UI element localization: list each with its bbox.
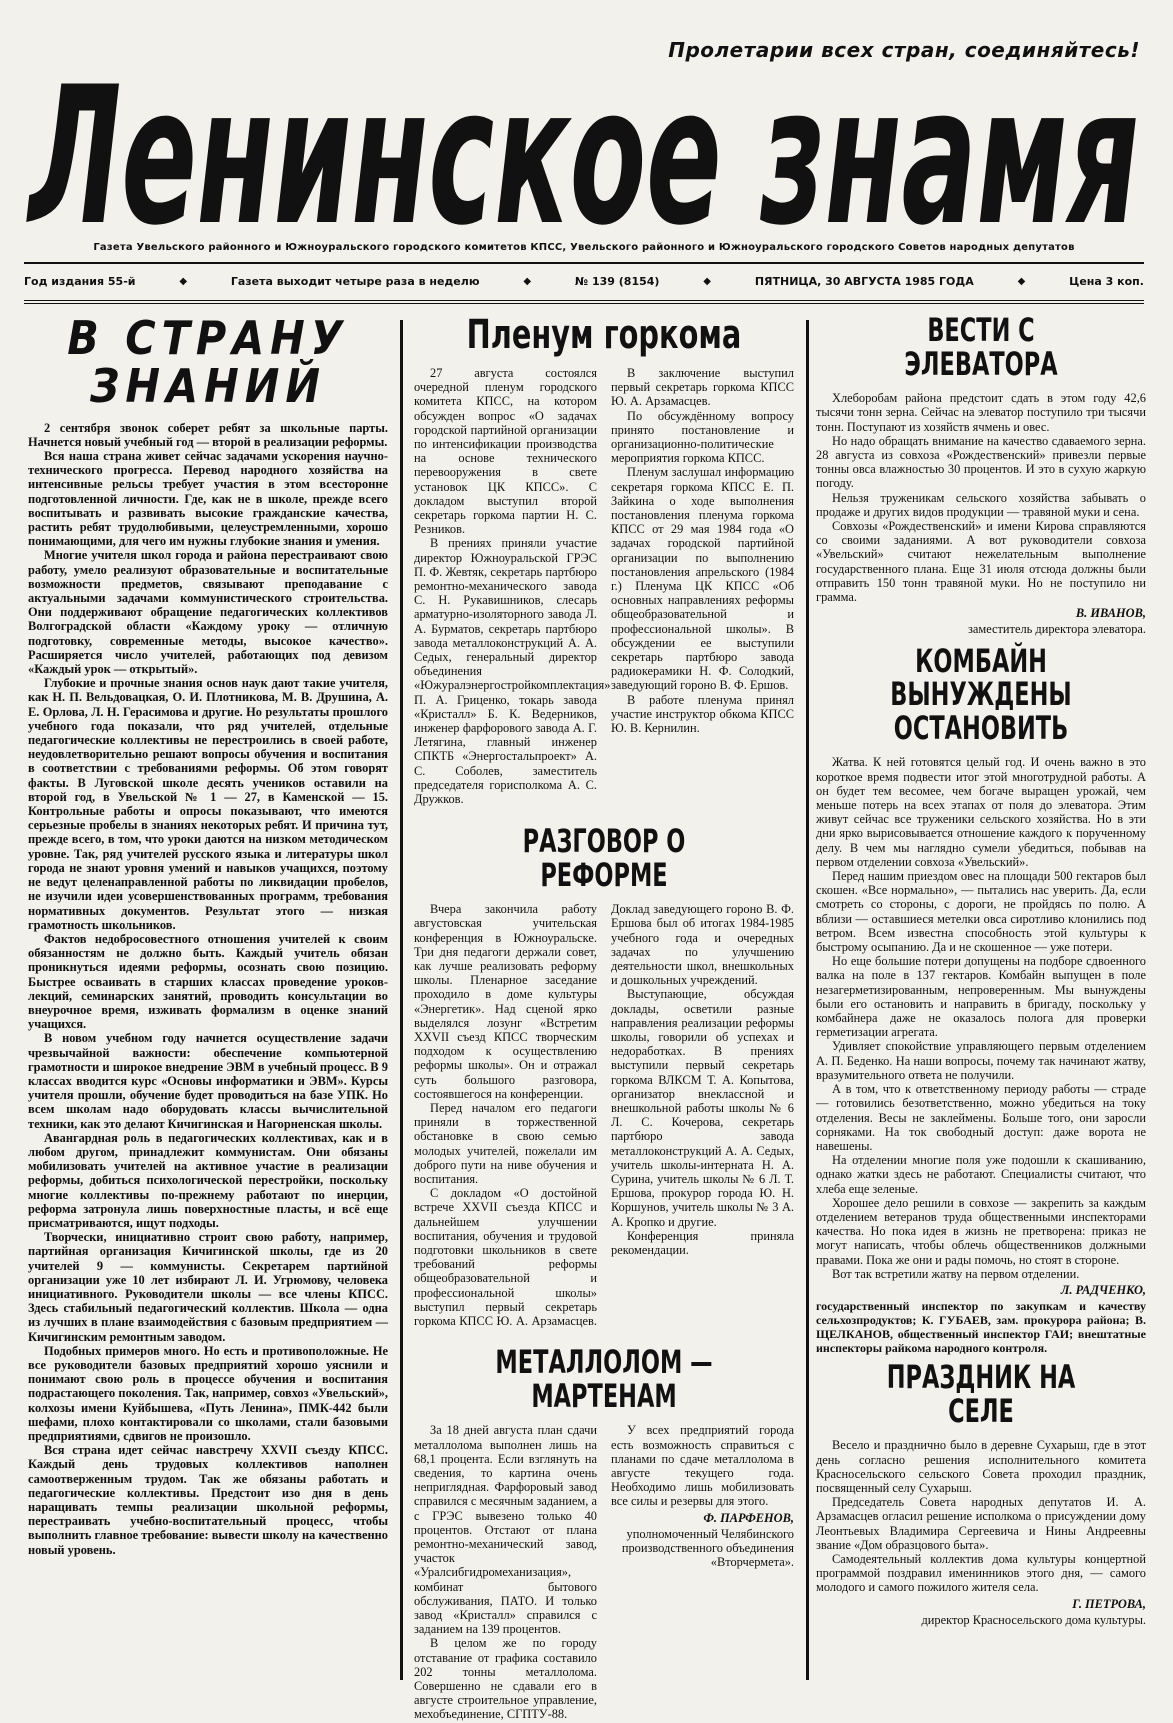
paragraph: Авангардная роль в педагогических коллективах, как и в любом другом, принадлежит коммунистам. Они обязаны мобилизовать учителей на активное участие в реализации реформы, добиться психологической перестройки, поскольку многие коллективы по-прежнему работают по инерции, реформа затронула лишь поверхностные пласты, и всё еще присматриваются, ищут подходы. — [28, 1130, 388, 1230]
paragraph: Председатель Совета народных депутатов И. А. Арзамасцев огласил решение исполкома о присуждении дому Леонтьевых Владимира Сергеевича и Нины Андреевны звание «Дом образцового быта». — [816, 1495, 1146, 1552]
paragraph: Подобных примеров много. Но есть и противоположные. Не все руководители базовых предприятий хорошо уяснили и понимают свою роль в процессе обучения и воспитания подрастающего поколения. Так, например, совхоз «Увельский», колхозы имени Куйбышева, «Путь Ленина», ПМК-442 были шефами, плохо контактировали со школами, стали базовыми предприятиями, сдвигов не произошло. — [28, 1343, 388, 1444]
signature: Ф. ПАРФЕНОВ, — [703, 1510, 794, 1525]
right-column — [816, 310, 1146, 1690]
paragraph: У всех предприятий города есть возможность справиться с планами по сдаче металлолома в августе текущего года. Необходимо лишь мобилизовать все силы и резервы для этого. — [611, 1423, 794, 1509]
paragraph: А в том, что к ответственному периоду работы — страде — готовились безответственно, можно убедиться на току отделения. Весы не заклеймены. Больше того, они заросли сорняками. На ток свободный доступ: даже ворота не навешены. — [816, 1082, 1146, 1153]
paragraph: 27 августа состоялся очередной пленум городского комитета КПСС, на котором обсужден вопрос «О задачах городской партийной организации по интенсификации производства на основе технического перевооружения в свете установок ЦК КПСС». С докладом выступил второй секретарь горкома партии Н. С. Резников. — [414, 366, 597, 537]
divider — [24, 262, 1144, 264]
paragraph: Удивляет спокойствие управляющего первым отделением А. П. Беденко. На наши вопросы, почему так начинают жатву, вразумительного ответа не получили. — [816, 1039, 1146, 1082]
signature-position: заместитель директора элеватора. — [967, 622, 1146, 637]
article-headline: РАЗГОВОР О РЕФОРМЕ — [522, 822, 686, 894]
issue-date: ПЯТНИЦА, 30 АВГУСТА 1985 ГОДА — [754, 274, 974, 288]
info-bar — [24, 272, 1144, 290]
column-divider — [806, 320, 809, 1680]
paragraph: Вчера закончила работу августовская учительская конференция в Южноуральске. Три дня педагоги держали совет, как лучше реализовать реформу школы. Пленарное заседание проходило в доме культуры «Энергетик». Над сценой ярко выделялся лозунг «Встретим XXVII съезд КПСС творческим подходом к осуществлению реформы школы». Он и отражал суть большого разговора, состоявшегося на конференции. — [414, 902, 597, 1101]
slogan: Пролетарии всех стран, соединяйтесь! — [668, 38, 1140, 62]
paragraph: Перед началом его педагоги приняли в торжественной обстановке в свою семью молодых учителей, пожелали им доброго пути на ниве обучения и воспитания. — [414, 1101, 597, 1187]
article-vesti-s-elevatora — [816, 311, 1146, 637]
signature-note: государственный инспектор по закупкам и качеству сельхозпродуктов; К. ГУБАЕВ, зам. прокурора района; В. ЩЕЛКАНОВ, общественный инспектор ГАИ; внештатные инспекторы райкома народного контроля. — [816, 1299, 1146, 1356]
headline-line: ЗНАНИЙ — [90, 359, 326, 414]
article-body — [414, 902, 794, 1342]
signature: Г. ПЕТРОВА, — [1072, 1596, 1146, 1611]
article-headline — [28, 311, 388, 414]
frequency: Газета выходит четыре раза в неделю — [230, 274, 480, 288]
paragraph: Глубокие и прочные знания основ наук дают такие учителя, как Н. П. Вельдовацкая, О. И. Плотникова, М. В. Друшина, А. Е. Орлова, Л. Н. Герасимова и другие. Но результаты прошлого учебного года показали, что ряд учителей, отдельные педагогические коллективы не перестроились в своей работе, неудовлетворительно решают вопросы обучения и воспитания в соответствии с требованиями реформы. Об этом говорят факты. В Луговской школе десять учеников оставили на второй год, в Увельской № 1 — 27, в Каменской — 15. Контрольные работы и опросы показывают, что имеются серьезные пробелы в знаниях некоторых ребят. И причина тут, прежде всего, в том, что уроки даются на низком методическом уровне. Так, ряд учителей русского языка и литературы школ города не знают уровня умений и навыков учащихся, поэтому не ведут целенаправленной работы по ликвидации пробелов, не изучили идеи усовершенствованных программ, требования нормативных документов. Результат этого — низкая грамотность школьников. — [28, 676, 388, 932]
issue-number: № 139 (8154) — [574, 274, 660, 288]
paragraph: Весело и празднично было в деревне Сухарыш, где в этот день согласно решения исполнительного комитета Красносельского сельского Совета проходил праздник, посвященный селу Сухарыш. — [816, 1438, 1146, 1495]
middle-column — [414, 310, 794, 1722]
article-razgovor-o-reforme — [414, 822, 794, 1342]
paragraph: По обсуждённому вопросу принято постановление и организационно-политические мероприятия горкома КПСС. — [611, 408, 794, 466]
paragraph: Но еще большие потери допущены на подборе сдвоенного валка на поле в 137 гектаров. Комбайн выпущен в поле незагерметизированным, непроверенным. Мы вынуждены были его остановить и направить в бригаду, поскольку у комбайнера даже не оказалось полога для проверки герметизации агрегата. — [816, 954, 1146, 1040]
signature-position: директор Красносельского дома культуры. — [921, 1612, 1146, 1627]
year-of-publication: Год издания 55-й — [24, 274, 136, 288]
article-prazdnik-na-sele — [816, 1358, 1146, 1627]
paragraph: Многие учителя школ города и района перестраивают свою работу, умело реализуют образовательные и воспитательные возможности предметов, связывают преподавание с актуальными задачами коммунистического строительства. Они поддерживают обращение педагогических коллективов Волгоградской области «Каждому уроку — отличную подготовку, современные методы, высокое качество». Расширяется число учителей, работающих под девизом «Каждый урок — открытый». — [28, 548, 388, 677]
headline-line: ОСТАНОВИТЬ — [893, 708, 1069, 747]
subtitle: Газета Увельского районного и Южноуральского городского комитетов КПСС, Увельского районного и Южноуральского городского Советов народных депутатов — [93, 242, 1075, 253]
paragraph: 2 сентября звонок соберет ребят за школьные парты. Начнется новый учебный год — второй в реализации реформы. — [28, 420, 388, 449]
article-headline: Пленум горкома — [466, 312, 742, 358]
diamond-icon: ◆ — [1017, 275, 1026, 287]
paragraph: Фактов недобросовестного отношения учителей к своим обязанностям не должно быть. Каждый учитель обязан проникнуться идеями реформы, осознать свою позицию. Быстрее осваивать в старших классах проведение уроков-лекций, семинарских занятий, проводить консультации во внеурочное время, изживать формализм в оценке знаний учащихся. — [28, 931, 388, 1032]
article-headline: ВЕСТИ С ЭЛЕВАТОРА — [904, 311, 1058, 383]
article-body — [414, 1423, 794, 1723]
article-metallolom — [414, 1343, 794, 1723]
diamond-icon: ◆ — [703, 275, 711, 287]
signature: Л. РАДЧЕНКО, — [1060, 1282, 1146, 1297]
diamond-icon: ◆ — [179, 275, 188, 287]
paragraph: Вся страна идет сейчас навстречу XXVII съезду КПСС. Каждый день трудовых коллективов наполнен самоотверженным трудом. Так же обязаны работать и педагогические коллективы. Предстоит изо дня в день наращивать темпы реализации школьной реформы, перестраивать учебно-воспитательный процесс, чтобы выполнить главное требование: вывести школу на качественно новый уровень. — [28, 1443, 388, 1557]
article-v-stranu-znaniy — [28, 310, 388, 1690]
divider — [24, 300, 1144, 304]
article-plenum-gorkoma — [414, 314, 794, 821]
paragraph: Хорошее дело решили в совхозе — закрепить за каждым отделением ветеранов труда общественными инспекторами качества. Но пока идея в жизнь не претворена: приказ не могут написать, чтобы облечь общественников должными правами. Пока же они и рады помочь, но стоят в стороне. — [816, 1195, 1146, 1267]
paragraph: Перед нашим приездом овес на площади 500 гектаров был скошен. «Все нормально», — пытались нас уверить. Да, если смотреть со стороны, с дороги, не пройдясь по полю. А вблизи — оставшиеся метелки овса сиротливо клонились под ветром. Всем известна способность этой культуры к быстрому осыпанию. Да и не скошенное — уже потери. — [816, 869, 1146, 955]
paragraph: На отделении многие поля уже подошли к скашиванию, однако жатки здесь не работают. Специалисты считают, что хлеба еще зеленые. — [816, 1153, 1146, 1196]
paragraph: Творчески, инициативно строит свою работу, например, партийная организация Кичигинской школы, где из 20 учителей 9 — коммунисты. Секретарем партийной организации уже 10 лет избирают Л. И. Угрюмову, человека инициативного. Руководители школы — все члены КПСС. Здесь стабильный педагогический коллектив. Школа — одна из лучших в плане взаимодействия с базовым предприятием — Кичигинским ремонтным заводом. — [28, 1230, 388, 1344]
diamond-icon: ◆ — [523, 275, 532, 287]
price: Цена 3 коп. — [1069, 274, 1144, 288]
paragraph: Совхозы «Рождественский» и имени Кирова справляются со своими заданиями. А вот руководители совхоза «Увельский» считают нежелательным выполнение государственного плана. Еще 31 июля отсюда должны были отправить 150 тонн травяной муки. Но не поступило ни грамма. — [816, 519, 1146, 605]
paragraph: Пленум заслушал информацию секретаря горкома КПСС Е. П. Зайкина о ходе выполнения постановления пленума горкома КПСС от 29 мая 1984 года «О задачах городской партийной организации по выполнению постановления апрельского (1984 г.) Пленума ЦК КПСС «Об основных направлениях реформы общеобразовательной и профессиональной школы». В обсуждении ее выступили секретарь партбюро завода радиокерамики Н. Ф. Солодкий, заведующий гороно В. Ф. Ершов. — [611, 465, 794, 693]
article-body — [414, 366, 794, 821]
headline-line: КОМБАЙН ВЫНУЖДЕНЫ — [890, 641, 1072, 714]
paragraph: Конференция приняла рекомендации. — [611, 1228, 794, 1258]
article-headline — [852, 641, 1109, 747]
article-headline: МЕТАЛЛОЛОМ — МАРТЕНАМ — [495, 1343, 713, 1415]
paragraph: В заключение выступил первый секретарь горкома КПСС Ю. А. Арзамасцев. — [611, 366, 794, 409]
masthead-text: Ленинское знамя — [26, 46, 1139, 267]
paragraph: Самодеятельный коллектив дома культуры концертной программой поздравил именинников этого дня, — самого молодого и самого пожилого жителя села. — [816, 1551, 1146, 1595]
paragraph: Вот так встретили жатву на первом отделении. — [832, 1266, 1080, 1281]
paragraph: За 18 дней августа план сдачи металлолома выполнен лишь на 68,1 процента. Если взглянуть на сведения, то картина очень неприглядная. Фарфоровый завод справился с месячным заданием, а с ГРЭС вывезено только 40 процентов. Отстают от плана ремонтно-механический завод, участок «Уралсибгидромеханизация», комбинат бытового обслуживания, ПАТО. И только завод «Кристалл» справился с заданием на 139 процентов. — [414, 1423, 597, 1637]
paragraph: Нельзя труженикам сельского хозяйства забывать о продаже и других видов продукции — травяной муки и сена. — [816, 490, 1146, 519]
column-divider — [400, 320, 403, 1680]
paragraph: Хлеборобам района предстоит сдать в этом году 42,6 тысячи тонн зерна. Сейчас на элеватор поступило три тысячи тонн. Поступают из хозяйств ячмень и овес. — [816, 391, 1146, 434]
paragraph: В целом же по городу отставание от графика составило 202 тонны металлолома. Совершенно не сдавали его в августе строительное управление, мехобъединение, СГПТУ-88. — [414, 1636, 597, 1722]
paragraph: Вся наша страна живет сейчас задачами ускорения научно-технического прогресса. Перевод народного хозяйства на интенсивные рельсы требует участия в этом всесторонне подготовленной личности. Где, как не в школе, прежде всего воспитывать и развивать высокие гражданские качества, растить ребят трудолюбивыми, целеустремленными, хорошо понимающими, для чего им нужны глубокие знания и умения. — [28, 449, 388, 549]
paragraph: Жатва. К ней готовятся целый год. И очень важно в это короткое время подвести итог этой многотрудной работы. А он будет тем весомее, чем богаче выращен урожай, чем меньше потерь на всех этапах от поля до элеватора. Этим живут сейчас все труженики сельского хозяйства. Но в эти дни ярко вырисовывается отношение каждого к порученному делу. В чем мы наглядно сумели убедиться, побывав на первом отделении совхоза «Увельский». — [816, 755, 1146, 869]
paragraph: В работе пленума принял участие инструктор обкома КПСС Ю. В. Кернилин. — [611, 692, 794, 736]
signature: В. ИВАНОВ, — [1075, 606, 1146, 621]
signature-position: уполномоченный Челябинского производственного объединения «Вторчермета». — [621, 1526, 794, 1570]
article-kombayn — [816, 641, 1146, 1356]
paragraph: Выступающие, обсуждая доклады, осветили разные направления реализации реформы школы, говорили об успехах и недоработках. В прениях выступили первый секретарь горкома ВЛКСМ Т. А. Копытова, организатор внеклассной и внешкольной работы школы № 6 Л. С. Кочерова, секретарь партбюро завода металлоконструкций А. А. Седых, учитель школы-интерната Н. А. Сурина, учитель школы № 6 Л. Т. Ершова, прокурор города Ю. Н. Коршунов, учитель школы № 3 А. А. Кропко и другие. — [611, 987, 794, 1229]
paragraph: В новом учебном году начнется осуществление задачи чрезвычайной важности: обеспечение компьютерной грамотности и широкое внедрение ЭВМ в учебный процесс. В 9 классах вводится курс «Основы информатики и ЭВМ». Курсы учителя прошли, обучение будет проводиться на базе УПК. Но всем школам надо оборудовать классы вычислительной техники, как это делают Кичигинская и Нагорненская школы. — [28, 1031, 388, 1131]
paragraph: С докладом «О достойной встрече XXVII съезда КПСС и дальнейшем улучшении воспитания, обучения и трудовой подготовки школьников в свете требований реформы общеобразовательной и профессиональной школы» выступил первый секретарь горкома КПСС Ю. А. Арзамасцев. Доклад заведующего гороно В. Ф. Ершова был об итогах 1984-1985 учебного года и очередных задачах по улучшению деятельности школ, внешкольных и дошкольных учреждений. — [414, 902, 794, 1329]
article-headline: ПРАЗДНИК НА СЕЛЕ — [886, 1358, 1076, 1430]
paragraph: В прениях приняли участие директор Южноуральской ГРЭС П. Ф. Жевтяк, секретарь партбюро ремонтно-механического завода С. Н. Рукавишников, слесарь арматурно-изоляторного завода Л. А. Бурматов, секретарь партбюро завода металлоконструкций А. А. Седых, генеральный директор объединения «Южуралэнергостройкомплектация» П. А. Гриценко, токарь завода «Кристалл» Б. К. Ведерников, инженер фарфорового завода А. Г. Летягина, главный инженер СПКТБ «Энергостальпроект» А. С. Соболев, заместитель председателя горисполкома А. С. Дружков. — [414, 536, 611, 807]
headline-line: В СТРАНУ — [67, 311, 349, 365]
paragraph: Но надо обращать внимание на качество сдаваемого зерна. 28 августа из совхоза «Рождественский» привезли первые тонны овса влажностью 30 процентов. И это в сухую жаркую погоду. — [816, 433, 1146, 491]
